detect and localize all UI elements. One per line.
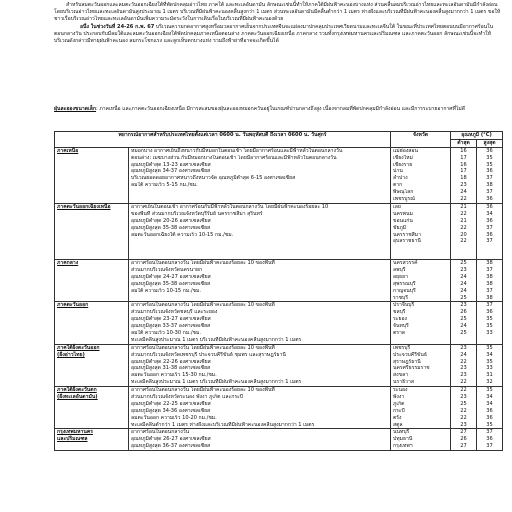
max-temp-value: 37 <box>486 429 493 436</box>
region-name <box>55 387 129 429</box>
min-temp-value <box>453 252 474 259</box>
max-temp-value: 35 <box>486 344 493 351</box>
max-temp-value: 37 <box>486 189 493 196</box>
province-list <box>391 203 451 259</box>
province-name: พิษณุโลก <box>393 189 414 196</box>
min-temp-value: 25 <box>460 329 467 336</box>
max-temp-value: 35 <box>486 387 493 394</box>
province-name <box>393 245 448 252</box>
max-temp-value: 35 <box>486 154 493 161</box>
province-name: แม่ฮ่องสอน <box>393 147 418 154</box>
max-temp-value: 37 <box>486 302 493 309</box>
forecast-line: บริเวณยอดดอยอากาศหนาวถึงหนาวจัด อุณหภูมิต่ำสุด 6-15 องศาเซลเซียส <box>131 175 296 182</box>
province-name: เชียงใหม่ <box>393 154 413 161</box>
max-temp-value: 36 <box>486 147 493 154</box>
forecast-line: อุณหภูมิต่ำสุด 22-25 องศาเซลเซียส <box>131 400 211 407</box>
max-temp-value: 37 <box>486 175 493 182</box>
province-name: สุพรรณบุรี <box>393 280 416 287</box>
max-temp-value: 37 <box>486 443 493 450</box>
min-temp-value: 23 <box>460 266 467 273</box>
province-name: ตราด <box>393 329 406 336</box>
forecast-line: อุณหภูมิสูงสุด 36-37 องศาเซลเซียส <box>131 443 211 450</box>
region-name-line: ภาคใต้ฝั่งตะวันออก <box>57 344 100 351</box>
province-list <box>391 429 451 451</box>
forecast-line: อากาศร้อนในตอนกลางวัน <box>131 429 190 436</box>
max-temp-value: 36 <box>486 168 493 175</box>
province-name: ตรัง <box>393 414 402 421</box>
province-name: นครศรีธรรมราช <box>393 365 430 372</box>
forecast-line: อุณหภูมิต่ำสุด 26-27 องศาเซลเซียส <box>131 436 211 443</box>
region-name-line: ภาคตะวันออกเฉียงเหนือ <box>57 203 111 210</box>
max-temp-value: 33 <box>486 329 493 336</box>
forecast-line: อุณหภูมิสูงสุด 31-38 องศาเซลเซียส <box>131 365 211 372</box>
forecast-line: อากาศร้อนในตอนกลางวัน โดยมีฝนฟ้าคะนองร้อยละ 10 ของพื้นที่ <box>131 302 275 309</box>
region-name <box>55 147 129 203</box>
forecast-region-row <box>55 344 503 386</box>
province-name: เชียงราย <box>393 161 413 168</box>
forecast-line: ส่วนมากบริเวณจังหวัดนครนายก <box>131 266 203 273</box>
dust-note-heading: ฝุ่นละอองขนาดเล็ก <box>54 106 97 112</box>
min-temp-list <box>451 147 477 203</box>
forecast-line: อากาศเย็นในตอนเช้า อากาศร้อนกับมีฟ้าหลัวในตอนกลางวัน โดยมีฝนฟ้าคะนองร้อยละ 10 <box>131 203 329 210</box>
min-temp-list <box>451 203 477 259</box>
forecast-region-row <box>55 147 503 203</box>
forecast-line <box>131 252 388 259</box>
province-name: ขอนแก่น <box>393 217 413 224</box>
max-temp-value: 37 <box>486 224 493 231</box>
max-temp-value: 37 <box>486 287 493 294</box>
forecast-line: อุณหภูมิต่ำสุด 24-27 องศาเซลเซียส <box>131 273 211 280</box>
min-temp-value: 25 <box>460 316 467 323</box>
max-temp-header: สูงสุด <box>477 139 503 147</box>
min-temp-value <box>453 245 474 252</box>
forecast-line: ตอนล่าง: เมฆบางส่วน กับมีหมอกบางในตอนเช้า โดยมีอากาศร้อนและมีฟ้าหลัวในตอนกลางวัน <box>131 154 337 161</box>
max-temp-value: 31 <box>486 372 493 379</box>
min-temp-value: 16 <box>460 147 467 154</box>
forecast-line: อุณหภูมิสูงสุด 34-37 องศาเซลเซียส <box>131 168 211 175</box>
forecast-header: พยากรณ์อากาศสำหรับประเทศไทยตั้งแต่เวลา 0600 น. วันพฤหัสบดี ถึงเวลา 0600 น. วันศุกร์ <box>55 132 391 148</box>
min-temp-value: 27 <box>460 443 467 450</box>
province-name: นครสวรรค์ <box>393 260 418 267</box>
province-list <box>391 344 451 386</box>
max-temp-list <box>477 429 503 451</box>
min-temp-header: ต่ำสุด <box>451 139 477 147</box>
min-temp-value: 23 <box>460 421 467 428</box>
forecast-line <box>131 196 388 203</box>
province-list <box>391 147 451 203</box>
max-temp-value: 34 <box>486 393 493 400</box>
max-temp-value <box>479 337 500 344</box>
region-name-line: (ฝั่งอ่าวไทย) <box>57 351 85 358</box>
min-temp-value: 24 <box>460 189 467 196</box>
max-temp-list <box>477 387 503 429</box>
min-temp-value: 25 <box>460 294 467 301</box>
province-name: กาญจนบุรี <box>393 287 416 294</box>
province-list <box>391 302 451 344</box>
forecast-line: ส่วนมากบริเวณจังหวัดชลบุรี และระยอง <box>131 309 218 316</box>
region-forecast <box>129 260 391 302</box>
forecast-region-row <box>55 302 503 344</box>
forecast-line: ทะเลมีคลื่นสูงประมาณ 1 เมตร บริเวณที่มีฝนฟ้าคะนองคลื่นสูงมากกว่า 1 เมตร <box>131 379 302 386</box>
province-name: เลย <box>393 203 401 210</box>
forecast-line: อุณหภูมิสูงสุด 35-38 องศาเซลเซียส <box>131 280 211 287</box>
min-temp-value: 22 <box>460 224 467 231</box>
forecast-line: อุณหภูมิสูงสุด 35-38 องศาเซลเซียส <box>131 224 211 231</box>
forecast-line: หมอกบาง อากาศเย็นถึงหนาวกับมีหมอกในตอนเช้า โดยมีอากาศร้อนและมีฟ้าหลัวในตอนกลางวัน <box>131 147 343 154</box>
province-name: พังงา <box>393 393 405 400</box>
forecast-line: ลมตะวันออก ความเร็ว 15-30 กม./ชม. <box>131 372 217 379</box>
min-temp-value: 17 <box>460 154 467 161</box>
province-header: จังหวัด <box>391 132 451 148</box>
min-temp-value: 25 <box>460 400 467 407</box>
intro-paragraph-1: สำหรับลมตะวันออกและลมตะวันออกเฉียงใต้ที่พัดปกคลุมอ่าวไทย ภาคใต้ และทะเลอันดามัน ลักษณะเช่นนี้ทำให้ภาคใต้มีฝนฟ้าคะนองบางแห่ง ส่วนคลื่นลมบริเวณอ่าวไทยและทะเลอันดามันมีกำลังอ่อน โดยบริเวณอ่าวไทยและทะเลอันดามันสูงประมาณ 1 เมตร บริเวณที่มีฝนฟ้าคะนองคลื่นสูงกว่า 1 เมตร ส่วนทะเลอันดามันมีคลื่นต่ำกว่า 1 เมตร ห่างฝั่งและบริเวณที่มีฝนฟ้าคะนองคลื่นสูงมากกว่า 1 เมตร ขอให้ชาวเรือบริเวณอ่าวไทยและทะเลอันดามันเพิ่มความระมัดระวังในการเดินเรือในบริเวณที่มีฝนฟ้าคะนองด้วย <box>54 2 501 23</box>
province-name <box>393 337 448 344</box>
province-name: ภูเก็ต <box>393 400 405 407</box>
min-temp-value: 23 <box>460 344 467 351</box>
min-temp-value: 20 <box>460 231 467 238</box>
forecast-line: ลมใต้ ความเร็ว 10-15 กม./ชม. <box>131 287 201 294</box>
min-temp-value: 23 <box>460 372 467 379</box>
province-name: ราชบุรี <box>393 294 409 301</box>
province-name: ปราจีนบุรี <box>393 302 415 309</box>
max-temp-value: 35 <box>486 316 493 323</box>
forecast-line: อุณหภูมิต่ำสุด 13-23 องศาเซลเซียส <box>131 161 211 168</box>
forecast-line: ของพื้นที่ ส่วนมากบริเวณจังหวัดบุรีรัมย์ นครราชสีมา สุรินทร์ <box>131 210 263 217</box>
min-temp-value <box>453 337 474 344</box>
region-name <box>55 260 129 302</box>
min-temp-list <box>451 429 477 451</box>
province-name: สุราษฎร์ธานี <box>393 358 421 365</box>
region-forecast <box>129 203 391 259</box>
min-temp-value: 22 <box>460 379 467 386</box>
min-temp-value: 16 <box>460 161 467 168</box>
province-name: นนทบุรี <box>393 429 410 436</box>
forecast-line: ลมใต้ ความเร็ว 5-15 กม./ชม. <box>131 182 198 189</box>
forecast-line: ส่วนมากบริเวณจังหวัดระนอง พังงา ภูเก็ต และกระบี่ <box>131 393 244 400</box>
province-name: อุบลราชธานี <box>393 238 421 245</box>
max-temp-value: 36 <box>486 407 493 414</box>
forecast-region-row <box>55 387 503 429</box>
max-temp-value: 36 <box>486 203 493 210</box>
province-name: สตูล <box>393 421 403 428</box>
dust-note-text: : ภาคเหนือ และภาคตะวันออกเฉียงเหนือ มีการสะสมของฝุ่นละอองหมอกควันอยู่ในเกณฑ์ปานกลางถึงสูง เนื่องจากลมที่พัดปกคลุมมีกำลังอ่อน และมีการระบายอากาศที่ไม่ดี <box>96 106 466 112</box>
province-name <box>393 252 448 259</box>
province-list <box>391 260 451 302</box>
max-temp-value: 38 <box>486 260 493 267</box>
province-name: ปทุมธานี <box>393 436 413 443</box>
max-temp-value: 36 <box>486 436 493 443</box>
region-name-line: กรุงเทพมหานคร <box>57 429 93 436</box>
region-forecast <box>129 344 391 386</box>
max-temp-value: 35 <box>486 421 493 428</box>
max-temp-value: 37 <box>486 266 493 273</box>
region-name-line: (ฝั่งทะเลอันดามัน) <box>57 394 98 400</box>
province-name: ลพบุรี <box>393 266 406 273</box>
province-name: เพชรบุรี <box>393 344 411 351</box>
min-temp-value: 23 <box>460 302 467 309</box>
province-name: กระบี่ <box>393 407 405 414</box>
max-temp-value: 38 <box>486 182 493 189</box>
min-temp-value: 24 <box>460 323 467 330</box>
province-name: ชลบุรี <box>393 309 406 316</box>
intro-paragraph-2-lead: อนึ่ง ในช่วงวันที่ 24-26 ก.พ. 67 <box>80 23 155 30</box>
min-temp-value: 17 <box>460 168 467 175</box>
province-name: น่าน <box>393 168 403 175</box>
forecast-intro <box>54 2 502 45</box>
min-temp-list <box>451 387 477 429</box>
min-temp-value: 24 <box>460 273 467 280</box>
min-temp-value: 22 <box>460 407 467 414</box>
temperature-header: อุณหภูมิ (°C) <box>451 132 503 140</box>
max-temp-value: 35 <box>486 161 493 168</box>
forecast-region-row <box>55 260 503 302</box>
max-temp-value: 37 <box>486 238 493 245</box>
region-name-line: ภาคใต้ฝั่งตะวันตก <box>57 387 97 394</box>
province-name: ระยอง <box>393 316 408 323</box>
province-name: นครราชสีมา <box>393 231 422 238</box>
province-name: นครพนม <box>393 210 413 217</box>
max-temp-value: 34 <box>486 351 493 358</box>
region-name-line: และปริมณฑล <box>57 436 88 443</box>
forecast-line <box>131 238 388 245</box>
forecast-line: ลมใต้ ความเร็ว 10-30 กม./ชม. <box>131 329 201 336</box>
min-temp-value: 22 <box>460 387 467 394</box>
region-forecast <box>129 429 391 451</box>
forecast-region-row <box>55 429 503 451</box>
max-temp-value: 38 <box>486 280 493 287</box>
province-name: ระนอง <box>393 387 408 394</box>
forecast-line: ลมตะวันออกเฉียงใต้ ความเร็ว 10-15 กม./ชม. <box>131 231 234 238</box>
min-temp-value: 23 <box>460 393 467 400</box>
min-temp-value: 24 <box>460 287 467 294</box>
province-name: เพชรบูรณ์ <box>393 196 415 203</box>
max-temp-value: 34 <box>486 400 493 407</box>
min-temp-value: 21 <box>460 203 467 210</box>
dust-note <box>54 106 502 113</box>
forecast-region-row <box>55 203 503 259</box>
max-temp-list <box>477 344 503 386</box>
min-temp-value: 21 <box>460 217 467 224</box>
min-temp-value: 22 <box>460 414 467 421</box>
max-temp-list <box>477 203 503 259</box>
min-temp-value: 26 <box>460 309 467 316</box>
forecast-line <box>131 295 388 302</box>
intro-paragraph-2 <box>54 24 502 46</box>
province-name: ประจวบคีรีขันธ์ <box>393 351 427 358</box>
forecast-line: ส่วนมากบริเวณจังหวัดเพชรบุรี ประจวบคีรีขันธ์ ชุมพร และสุราษฎร์ธานี <box>131 351 286 358</box>
max-temp-list <box>477 147 503 203</box>
min-temp-value: 27 <box>460 429 467 436</box>
forecast-line: อากาศร้อนในตอนกลางวัน โดยมีฝนฟ้าคะนองร้อยละ 10 ของพื้นที่ <box>131 344 275 351</box>
max-temp-value: 34 <box>486 210 493 217</box>
region-forecast <box>129 147 391 203</box>
max-temp-value: 36 <box>486 196 493 203</box>
min-temp-value: 23 <box>460 182 467 189</box>
max-temp-value: 38 <box>486 294 493 301</box>
forecast-line <box>131 189 388 196</box>
forecast-line: ทะเลมีคลื่นสูงประมาณ 1 เมตร บริเวณที่มีฝนฟ้าคะนองคลื่นสูงมากกว่า 1 เมตร <box>131 336 302 343</box>
forecast-line: อากาศร้อนในตอนกลางวัน โดยมีฝนฟ้าคะนองร้อยละ 10 ของพื้นที่ <box>131 387 275 394</box>
min-temp-value: 26 <box>460 436 467 443</box>
forecast-line: ทะเลมีคลื่นต่ำกว่า 1 เมตร ห่างฝั่งและบริเวณที่มีฝนฟ้าคะนองคลื่นสูงมากกว่า 1 เมตร <box>131 421 315 428</box>
forecast-line: อุณหภูมิต่ำสุด 20-26 องศาเซลเซียส <box>131 217 211 224</box>
min-temp-value: 22 <box>460 210 467 217</box>
forecast-line: ลมตะวันออก ความเร็ว 10-20 กม./ชม. <box>131 414 217 421</box>
province-name: สงขลา <box>393 372 409 379</box>
max-temp-value: 33 <box>486 365 493 372</box>
province-name: อยุธยา <box>393 273 408 280</box>
forecast-line: อุณหภูมิสูงสุด 34-36 องศาเซลเซียส <box>131 407 211 414</box>
max-temp-value <box>479 245 500 252</box>
min-temp-value: 18 <box>460 175 467 182</box>
province-list <box>391 387 451 429</box>
forecast-line <box>131 245 388 252</box>
max-temp-list <box>477 302 503 344</box>
region-name <box>55 344 129 386</box>
max-temp-value: 36 <box>486 231 493 238</box>
forecast-table <box>54 131 503 451</box>
forecast-line: อุณหภูมิต่ำสุด 23-27 องศาเซลเซียส <box>131 316 211 323</box>
region-name-line: ภาคกลาง <box>57 260 79 267</box>
forecast-line: อุณหภูมิสูงสุด 33-37 องศาเซลเซียส <box>131 323 211 330</box>
max-temp-value: 35 <box>486 358 493 365</box>
min-temp-value: 22 <box>460 358 467 365</box>
max-temp-list <box>477 260 503 302</box>
max-temp-value: 36 <box>486 309 493 316</box>
forecast-line: อากาศร้อนในตอนกลางวัน โดยมีฝนฟ้าคะนองร้อยละ 10 ของพื้นที่ <box>131 260 275 267</box>
region-name <box>55 203 129 259</box>
min-temp-list <box>451 260 477 302</box>
province-name: จันทบุรี <box>393 323 409 330</box>
region-forecast <box>129 387 391 429</box>
region-name-line: ภาคเหนือ <box>57 147 79 154</box>
min-temp-value: 22 <box>460 238 467 245</box>
region-forecast <box>129 302 391 344</box>
province-name: ชัยภูมิ <box>393 224 407 231</box>
max-temp-value: 35 <box>486 323 493 330</box>
max-temp-value: 36 <box>486 414 493 421</box>
forecast-line: อุณหภูมิต่ำสุด 22-26 องศาเซลเซียส <box>131 358 211 365</box>
region-name <box>55 302 129 344</box>
max-temp-value: 38 <box>486 273 493 280</box>
province-name: กรุงเทพฯ <box>393 443 413 450</box>
min-temp-value: 24 <box>460 280 467 287</box>
min-temp-value: 22 <box>460 196 467 203</box>
max-temp-value <box>479 252 500 259</box>
intro-paragraph-2-body: บริเวณความกดอากาศสูงหรือมวลอากาศเย็นจากประเทศจีนจะแผ่ลงมาปกคลุมประเทศเวียดนามและทะเลจีนใต้ ในขณะที่ประเทศไทยตอนบนมีอากาศร้อนในตอนกลางวัน ประกอบกับมีลมใต้และลมตะวันออกเฉียงใต้พัดปกคลุมภาคเหนือตอนล่าง ภาคตะวันออกเฉียงเหนือ ภาคกลาง รวมทั้งกรุงเทพมหานครและปริมณฑล และภาคตะวันออก ลักษณะเช่นนี้จะทำให้บริเวณดังกล่าวมีพายุฝนฟ้าคะนอง ลมกระโชกแรง และลูกเห็บตกบางแห่ง รวมถึงฟ้าผ่าที่อาจจะเกิดขึ้นได้ <box>54 23 494 45</box>
min-temp-value: 25 <box>460 260 467 267</box>
region-name <box>55 429 129 451</box>
min-temp-list <box>451 344 477 386</box>
province-name: ลำปาง <box>393 175 408 182</box>
min-temp-list <box>451 302 477 344</box>
max-temp-value: 32 <box>486 379 493 386</box>
min-temp-value: 23 <box>460 365 467 372</box>
province-name: ตาก <box>393 182 403 189</box>
min-temp-value: 24 <box>460 351 467 358</box>
max-temp-value: 36 <box>486 217 493 224</box>
region-name-line: ภาคตะวันออก <box>57 302 89 309</box>
province-name: นราธิวาส <box>393 379 415 386</box>
